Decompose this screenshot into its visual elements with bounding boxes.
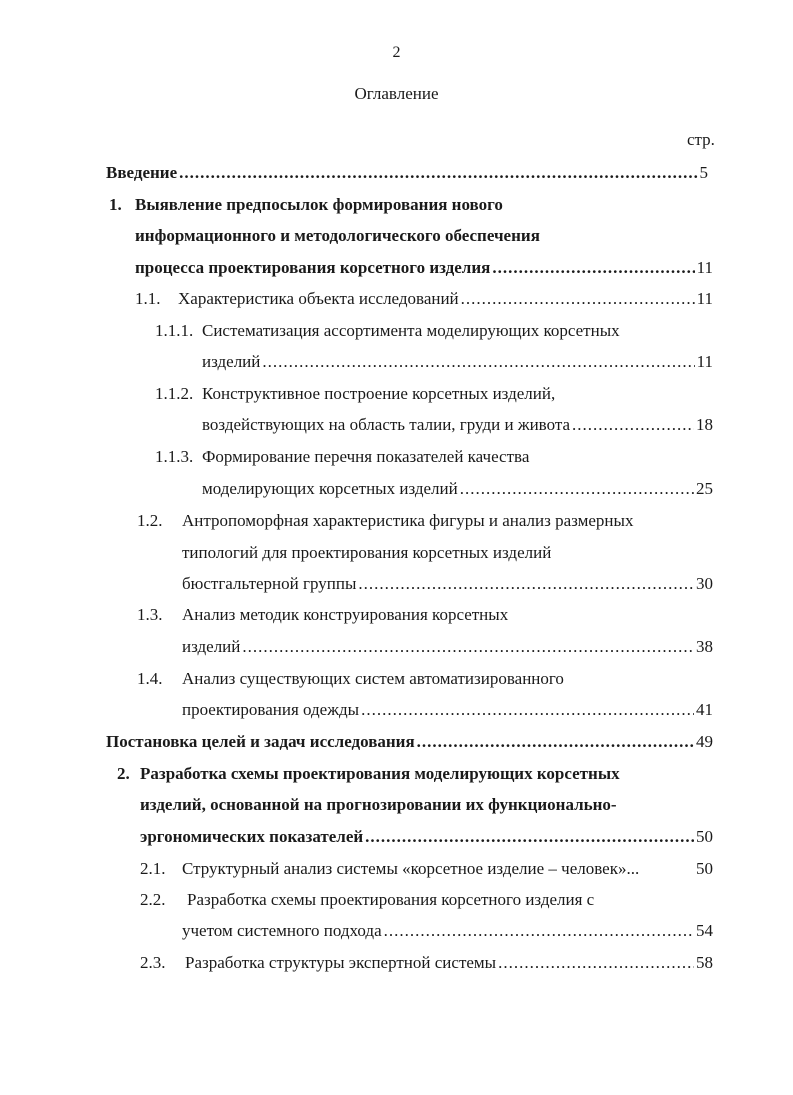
toc-entry-s1_2-line1: Антропоморфная характеристика фигуры и анализ размерных	[182, 511, 634, 530]
page-column-label: стр.	[687, 130, 715, 149]
toc-title: Оглавление	[354, 84, 439, 103]
toc-entry-ch1-line3: процесса проектирования корсетного изделия	[135, 258, 491, 277]
dot-leader	[572, 415, 694, 435]
toc-entry-s1_1_3-line1: Формирование перечня показателей качества	[202, 447, 530, 466]
toc-entry-s1_1_2-line1: Конструктивное построение корсетных изделий,	[202, 384, 556, 403]
toc-entry-goals-page: 49	[696, 732, 713, 751]
page-number: 2	[392, 44, 401, 61]
toc-entry-s1_1-number: 1.1.	[135, 289, 161, 308]
toc-entry-s1_3-number: 1.3.	[137, 605, 163, 624]
dot-leader	[365, 827, 694, 847]
toc-entry-s1_3[interactable]	[182, 637, 713, 657]
toc-entry-s1_2[interactable]	[182, 574, 713, 594]
toc-entry-ch1-page: 11	[696, 258, 713, 277]
toc-entry-s2_2-line2: учетом системного подхода	[182, 921, 382, 940]
toc-entry-goals[interactable]	[106, 732, 713, 752]
toc-entry-s1_4-line1: Анализ существующих систем автоматизированного	[182, 669, 564, 688]
toc-entry-s1_3-page: 38	[696, 637, 713, 656]
dot-leader	[460, 479, 694, 499]
toc-entry-s2_3-number: 2.3.	[140, 953, 166, 972]
toc-entry-s1_2-line3: бюстгальтерной группы	[182, 574, 357, 593]
dot-leader	[361, 700, 694, 720]
toc-entry-s1_1_2-number: 1.1.2.	[155, 384, 194, 403]
toc-entry-s1_1_1-line1: Систематизация ассортимента моделирующих корсетных	[202, 321, 620, 340]
toc-entry-s1_1-page: 11	[696, 289, 713, 308]
toc-entry-s2_2-line1: Разработка схемы проектирования корсетного изделия с	[187, 890, 595, 909]
toc-entry-s1_1_1-number: 1.1.1.	[155, 321, 194, 340]
toc-entry-s1_3-line2: изделий	[182, 637, 241, 656]
toc-entry-s2_3-text: Разработка структуры экспертной системы	[185, 953, 497, 972]
toc-entry-ch1[interactable]	[135, 258, 713, 278]
toc-entry-s2_1[interactable]	[182, 859, 713, 879]
toc-entry-s1_1_1[interactable]	[202, 352, 713, 372]
dot-leader	[262, 352, 694, 372]
toc-entry-ch2-line2: изделий, основанной на прогнозировании их функционально-	[140, 795, 617, 814]
toc-entry-intro[interactable]	[106, 163, 708, 183]
toc-entry-ch2[interactable]	[140, 827, 713, 847]
toc-entry-s1_4-page: 41	[696, 700, 713, 719]
dot-leader	[242, 637, 694, 657]
toc-entry-s1_1_3-page: 25	[696, 479, 713, 498]
toc-entry-s1_1_2-line2: воздействующих на область талии, груди и живота	[202, 415, 571, 434]
dot-leader	[384, 921, 694, 941]
toc-entry-s1_1_2[interactable]	[202, 415, 713, 435]
toc-entry-ch2-number: 2.	[117, 764, 130, 783]
toc-entry-s2_1-number: 2.1.	[140, 859, 166, 878]
toc-entry-s1_1_3[interactable]	[202, 479, 713, 499]
toc-entry-s1_1_3-line2: моделирующих корсетных изделий	[202, 479, 458, 498]
dot-leader	[498, 953, 694, 973]
dot-leader	[358, 574, 694, 594]
toc-entry-ch1-line2: информационного и методологического обеспечения	[135, 226, 540, 245]
toc-entry-s1_2-line2: типологий для проектирования корсетных изделий	[182, 543, 552, 562]
dot-leader	[179, 163, 697, 183]
toc-entry-goals-text: Постановка целей и задач исследования	[106, 732, 415, 751]
toc-entry-ch2-line1: Разработка схемы проектирования моделирующих корсетных	[140, 764, 620, 783]
toc-entry-s2_1-page: 50	[696, 859, 713, 878]
toc-entry-s1_1_1-line2: изделий	[202, 352, 261, 371]
toc-entry-s1_2-number: 1.2.	[137, 511, 163, 530]
toc-entry-s1_1-text: Характеристика объекта исследований	[178, 289, 459, 308]
dot-leader	[461, 289, 695, 309]
toc-entry-s2_3-page: 58	[696, 953, 713, 972]
toc-entry-ch2-line3: эргономических показателей	[140, 827, 364, 846]
toc-entry-s1_1_2-page: 18	[696, 415, 713, 434]
toc-entry-ch1-number: 1.	[109, 195, 122, 214]
dot-leader	[417, 732, 694, 752]
toc-entry-s1_1_1-page: 11	[696, 352, 713, 371]
toc-entry-intro-page: 5	[699, 163, 708, 182]
dot-leader	[492, 258, 694, 278]
toc-entry-s2_2-number: 2.2.	[140, 890, 166, 909]
toc-entry-s1_3-line1: Анализ методик конструирования корсетных	[182, 605, 509, 624]
toc-entry-s2_3[interactable]	[185, 953, 713, 973]
toc-entry-ch1-line1: Выявление предпосылок формирования нового	[135, 195, 503, 214]
toc-entry-s2_2-page: 54	[696, 921, 713, 940]
toc-entry-s1_2-page: 30	[696, 574, 713, 593]
toc-entry-s1_4[interactable]	[182, 700, 713, 720]
toc-entry-s1_4-number: 1.4.	[137, 669, 163, 688]
toc-entry-s1_1[interactable]	[178, 289, 713, 309]
toc-entry-ch2-page: 50	[696, 827, 713, 846]
toc-entry-s1_1_3-number: 1.1.3.	[155, 447, 194, 466]
toc-entry-s2_2[interactable]	[182, 921, 713, 941]
toc-entry-s1_4-line2: проектирования одежды	[182, 700, 360, 719]
toc-entry-intro-text: Введение	[106, 163, 178, 182]
toc-entry-s2_1-text: Структурный анализ системы «корсетное изделие – человек»...	[182, 859, 640, 878]
